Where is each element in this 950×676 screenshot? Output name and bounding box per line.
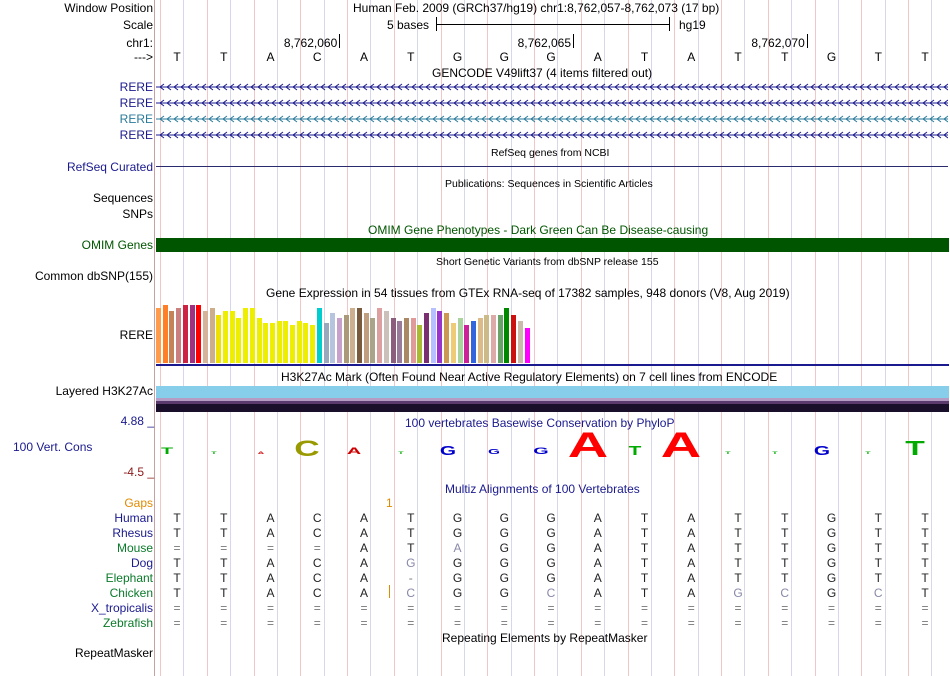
alignment-base: =: [640, 616, 648, 630]
multiz-gap-count: 1: [386, 496, 393, 510]
alignment-base: A: [453, 541, 462, 555]
gencode-transcript-line[interactable]: [156, 113, 948, 125]
multiz-track-title[interactable]: Multiz Alignments of 100 Vertebrates: [445, 482, 640, 496]
sequence-base: G: [499, 50, 509, 64]
h3k27ac-layer-base: [156, 404, 949, 412]
alignment-base: T: [173, 586, 181, 600]
gtex-tissue-bar[interactable]: [451, 323, 456, 363]
phylop-base-glyph: T: [398, 450, 404, 455]
alignment-base: =: [266, 616, 274, 630]
alignment-base: =: [827, 601, 835, 615]
gencode-gene-label[interactable]: RERE: [119, 128, 153, 142]
repeatmasker-track-label[interactable]: RepeatMasker: [74, 646, 153, 660]
dbsnp-track-title[interactable]: Short Genetic Variants from dbSNP release 155: [436, 256, 659, 268]
phylop-max-label: 4.88 _: [120, 414, 154, 428]
alignment-base: A: [687, 571, 696, 585]
gtex-tissue-bar[interactable]: [243, 308, 248, 363]
alignment-base: A: [687, 556, 696, 570]
gtex-tissue-bar[interactable]: [484, 315, 489, 363]
sequence-base: C: [312, 50, 322, 64]
scale-bases-text: 5 bases: [387, 18, 430, 32]
gtex-tissue-bar[interactable]: [216, 315, 221, 363]
gtex-tissue-bar[interactable]: [236, 318, 241, 363]
gtex-tissue-bar[interactable]: [504, 308, 509, 363]
alignment-base: A: [593, 586, 602, 600]
gtex-tissue-bar[interactable]: [163, 305, 168, 363]
alignment-base: =: [360, 601, 368, 615]
phylop-min-label: -4.5 _: [123, 465, 154, 479]
alignment-base: =: [734, 616, 742, 630]
gtex-tissue-bar[interactable]: [297, 321, 302, 363]
species-label[interactable]: Mouse: [116, 541, 153, 555]
alignment-base: T: [781, 541, 789, 555]
phylop-base-glyph: T: [628, 443, 641, 459]
gtex-tissue-bar[interactable]: [511, 315, 516, 363]
gencode-transcript-line[interactable]: [156, 97, 948, 109]
assembly-position-text[interactable]: Human Feb. 2009 (GRCh37/hg19) chr1:8,762,057-8,762,073 (17 bp): [353, 1, 720, 15]
alignment-base: =: [407, 616, 415, 630]
alignment-base: =: [173, 616, 181, 630]
alignment-base: =: [921, 616, 929, 630]
gtex-tissue-bar[interactable]: [190, 305, 195, 363]
gtex-tissue-bar[interactable]: [210, 308, 215, 363]
alignment-base: G: [826, 541, 837, 555]
gencode-gene-label[interactable]: RERE: [119, 112, 153, 126]
alignment-base: =: [547, 616, 555, 630]
alignment-base: T: [734, 571, 742, 585]
alignment-base: A: [266, 511, 275, 525]
species-label[interactable]: Zebrafish: [102, 616, 153, 630]
alignment-base: T: [640, 556, 649, 570]
strand-arrow-label: --->: [134, 50, 153, 64]
species-label[interactable]: Chicken: [109, 586, 153, 600]
alignment-base: C: [780, 586, 790, 600]
alignment-base: A: [359, 541, 368, 555]
gtex-tissue-bar[interactable]: [303, 323, 308, 363]
position-tick: [339, 34, 340, 48]
alignment-base: G: [499, 541, 509, 555]
label-divider: [154, 0, 155, 676]
alignment-base: T: [220, 556, 228, 570]
gencode-transcript-line[interactable]: [156, 129, 948, 141]
alignment-base: T: [874, 511, 882, 525]
alignment-base: =: [781, 616, 789, 630]
alignment-base: G: [546, 526, 556, 540]
alignment-base: A: [266, 586, 275, 600]
alignment-base: A: [359, 511, 368, 525]
gtex-tissue-bar[interactable]: [230, 311, 235, 363]
alignment-base: C: [312, 511, 322, 525]
gtex-tissue-bar[interactable]: [377, 308, 382, 363]
alignment-base: G: [499, 511, 509, 525]
alignment-base: C: [312, 571, 322, 585]
alignment-base: =: [687, 616, 695, 630]
gtex-tissue-bar[interactable]: [397, 321, 402, 363]
h3k27ac-track-label[interactable]: Layered H3K27Ac: [55, 384, 153, 398]
sequence-base: A: [687, 50, 696, 64]
alignment-base: C: [873, 586, 883, 600]
alignment-base: T: [921, 556, 929, 570]
sequence-base: G: [826, 50, 837, 64]
species-label[interactable]: Elephant: [105, 571, 153, 585]
h3k27ac-track-title[interactable]: H3K27Ac Mark (Often Found Near Active Regulatory Elements) on 7 cell lines from ENCODE: [281, 370, 778, 384]
alignment-base: A: [359, 571, 368, 585]
chicken-insertion-marker: [389, 585, 390, 598]
gtex-tissue-bar[interactable]: [270, 323, 275, 363]
gtex-tissue-bar[interactable]: [250, 308, 255, 363]
scale-db-text: hg19: [679, 18, 706, 32]
phylop-base-glyph: G: [488, 448, 501, 456]
alignment-base: G: [499, 586, 509, 600]
phylop-base-glyph: C: [294, 435, 320, 461]
phylop-track-title[interactable]: 100 vertebrates Basewise Conservation by PhyloP: [405, 416, 675, 430]
alignment-base: C: [546, 586, 556, 600]
sequence-base: T: [640, 50, 649, 64]
alignment-base: =: [360, 616, 368, 630]
gtex-tissue-bar[interactable]: [337, 318, 342, 363]
alignment-base: T: [734, 541, 742, 555]
position-tick: [807, 34, 808, 48]
alignment-base: =: [313, 601, 321, 615]
species-label[interactable]: Dog: [130, 556, 153, 570]
alignment-base: T: [640, 586, 649, 600]
alignment-base: A: [359, 556, 368, 570]
gtex-tissue-bar[interactable]: [458, 318, 463, 363]
alignment-base: T: [407, 526, 415, 540]
phylop-base-glyph: T: [772, 450, 778, 455]
gtex-tissue-bar[interactable]: [257, 318, 262, 363]
gtex-expression-bars[interactable]: [156, 302, 556, 363]
gtex-tissue-bar[interactable]: [223, 311, 228, 363]
alignment-base: G: [499, 556, 509, 570]
gtex-tissue-bar[interactable]: [364, 313, 369, 363]
phylop-base-glyph: T: [725, 450, 731, 455]
alignment-base: =: [266, 601, 274, 615]
omim-track-label[interactable]: OMIM Genes: [81, 238, 153, 252]
phylop-track-label[interactable]: 100 Vert. Cons: [13, 440, 93, 454]
alignment-base: =: [407, 601, 415, 615]
sequence-base: T: [220, 50, 228, 64]
gtex-tissue-bar[interactable]: [156, 308, 161, 363]
gtex-tissue-bar[interactable]: [317, 308, 322, 363]
alignment-base: =: [781, 601, 789, 615]
sequence-base: G: [452, 50, 463, 64]
alignment-base: G: [826, 571, 837, 585]
publications-snps-label[interactable]: SNPs: [122, 207, 153, 221]
species-label[interactable]: Human: [114, 511, 153, 525]
alignment-base: =: [500, 601, 508, 615]
gtex-tissue-bar[interactable]: [357, 308, 362, 363]
alignment-base: G: [546, 556, 556, 570]
gtex-tissue-bar[interactable]: [370, 318, 375, 363]
alignment-base: G: [452, 571, 463, 585]
alignment-base: =: [640, 601, 648, 615]
sequence-base: T: [173, 50, 181, 64]
alignment-base: =: [827, 616, 835, 630]
sequence-base: T: [781, 50, 789, 64]
gtex-tissue-bar[interactable]: [478, 318, 483, 363]
sequence-base: T: [874, 50, 882, 64]
gencode-gene-label[interactable]: RERE: [119, 96, 153, 110]
alignment-base: A: [687, 541, 696, 555]
alignment-base: A: [687, 586, 696, 600]
gtex-tissue-bar[interactable]: [183, 305, 188, 363]
sequence-base: G: [546, 50, 556, 64]
alignment-base: T: [921, 526, 929, 540]
gencode-gene-label[interactable]: RERE: [119, 80, 153, 94]
alignment-base: C: [312, 586, 322, 600]
phylop-base-glyph: T: [865, 450, 871, 455]
phylop-base-glyph: A: [257, 450, 264, 455]
alignment-base: T: [640, 526, 649, 540]
alignment-base: G: [826, 526, 837, 540]
gtex-tissue-bar[interactable]: [176, 308, 181, 363]
gtex-tissue-bar[interactable]: [384, 311, 389, 363]
alignment-base: =: [734, 601, 742, 615]
position-tick-label: 8,762,070: [751, 36, 805, 50]
alignment-base: C: [406, 586, 416, 600]
gtex-gene-label[interactable]: RERE: [119, 328, 153, 342]
alignment-base: T: [734, 556, 742, 570]
alignment-base: A: [266, 571, 275, 585]
alignment-base: T: [407, 511, 415, 525]
phylop-base-glyph: A: [661, 425, 702, 465]
scale-label: Scale: [122, 18, 153, 32]
phylop-base-glyph: T: [211, 450, 217, 455]
alignment-base: =: [874, 601, 882, 615]
alignment-base: A: [593, 511, 602, 525]
sequence-base: T: [921, 50, 929, 64]
position-tick-label: 8,762,065: [517, 36, 571, 50]
chromosome-label: chr1:: [126, 36, 153, 50]
alignment-base: =: [313, 541, 321, 555]
omim-gene-bar[interactable]: [156, 238, 949, 252]
alignment-base: =: [594, 616, 602, 630]
alignment-base: =: [687, 601, 695, 615]
alignment-base: T: [173, 556, 181, 570]
gtex-tissue-bar[interactable]: [471, 321, 476, 363]
alignment-base: A: [359, 526, 368, 540]
multiz-gaps-label: Gaps: [124, 496, 153, 510]
position-tick: [573, 34, 574, 48]
gtex-tissue-bar[interactable]: [350, 308, 355, 363]
alignment-base: T: [921, 586, 929, 600]
phylop-base-glyph: G: [439, 443, 456, 459]
alignment-base: T: [781, 556, 789, 570]
alignment-base: A: [687, 526, 696, 540]
alignment-base: T: [874, 571, 882, 585]
alignment-base: G: [546, 571, 556, 585]
scale-bar-right-tick: [669, 17, 670, 31]
sequence-base: T: [407, 50, 415, 64]
alignment-base: G: [452, 526, 463, 540]
alignment-base: T: [173, 526, 181, 540]
alignment-base: G: [452, 511, 463, 525]
alignment-base: T: [921, 541, 929, 555]
alignment-base: G: [826, 586, 837, 600]
gtex-tissue-bar[interactable]: [277, 321, 282, 363]
gtex-tissue-bar[interactable]: [290, 325, 295, 363]
gtex-track-title[interactable]: Gene Expression in 54 tissues from GTEx RNA-seq of 17382 samples, 948 donors (V8, Aug 2019): [266, 286, 790, 300]
gtex-tissue-bar[interactable]: [431, 308, 436, 363]
gtex-tissue-bar[interactable]: [424, 313, 429, 363]
gtex-tissue-bar[interactable]: [498, 315, 503, 363]
species-label[interactable]: X_tropicalis: [90, 601, 153, 615]
publications-track-title[interactable]: Publications: Sequences in Scientific Articles: [445, 178, 653, 190]
alignment-base: G: [826, 556, 837, 570]
alignment-base: T: [781, 511, 789, 525]
omim-track-title[interactable]: OMIM Gene Phenotypes - Dark Green Can Be Disease-causing: [368, 223, 709, 237]
alignment-base: =: [921, 601, 929, 615]
alignment-base: =: [547, 601, 555, 615]
alignment-base: G: [499, 571, 509, 585]
gtex-tissue-bar[interactable]: [283, 321, 288, 363]
gtex-tissue-bar[interactable]: [196, 305, 201, 363]
sequence-base: A: [359, 50, 368, 64]
alignment-base: =: [173, 541, 181, 555]
alignment-base: T: [874, 541, 882, 555]
phylop-base-glyph: G: [533, 446, 549, 457]
refseq-track-label[interactable]: RefSeq Curated: [66, 160, 153, 174]
gtex-tissue-bar[interactable]: [404, 318, 409, 363]
alignment-base: A: [593, 526, 602, 540]
phylop-logo[interactable]: [156, 420, 949, 470]
phylop-base-glyph: G: [813, 443, 830, 459]
position-tick-label: 8,762,060: [283, 36, 338, 50]
scale-bar: [436, 24, 670, 25]
alignment-base: T: [734, 511, 742, 525]
phylop-base-glyph: T: [160, 446, 174, 457]
alignment-base: A: [593, 571, 602, 585]
alignment-base: T: [921, 571, 929, 585]
alignment-base: =: [220, 541, 228, 555]
alignment-base: =: [453, 601, 461, 615]
alignment-base: C: [312, 556, 322, 570]
gtex-tissue-bar[interactable]: [203, 311, 208, 363]
alignment-base: A: [593, 541, 602, 555]
alignment-base: T: [781, 571, 789, 585]
refseq-gene-line[interactable]: [156, 166, 948, 167]
dbsnp-track-label[interactable]: Common dbSNP(155): [34, 269, 153, 283]
gtex-tissue-bar[interactable]: [411, 318, 416, 363]
sequence-base: A: [266, 50, 275, 64]
alignment-base: =: [500, 616, 508, 630]
alignment-base: T: [874, 556, 882, 570]
alignment-base: T: [640, 541, 649, 555]
alignment-base: A: [266, 526, 275, 540]
alignment-base: A: [687, 511, 696, 525]
alignment-base: T: [173, 571, 181, 585]
gtex-tissue-bar[interactable]: [417, 325, 422, 363]
sequence-base: A: [593, 50, 602, 64]
alignment-base: T: [220, 526, 228, 540]
gtex-tissue-bar[interactable]: [310, 325, 315, 363]
alignment-base: =: [220, 601, 228, 615]
alignment-base: A: [593, 556, 602, 570]
alignment-base: T: [640, 511, 649, 525]
alignment-base: G: [452, 586, 463, 600]
alignment-base: T: [173, 511, 181, 525]
alignment-base: T: [874, 526, 882, 540]
alignment-base: T: [220, 586, 228, 600]
alignment-base: =: [313, 616, 321, 630]
phylop-base-glyph: T: [905, 438, 925, 460]
gtex-tissue-bar[interactable]: [437, 311, 442, 363]
alignment-base: =: [453, 616, 461, 630]
alignment-base: A: [359, 586, 368, 600]
alignment-base: C: [312, 526, 322, 540]
gtex-gene-line: [156, 364, 949, 366]
gtex-tissue-bar[interactable]: [464, 325, 469, 363]
species-label[interactable]: Rhesus: [112, 526, 153, 540]
alignment-base: -: [408, 571, 413, 585]
alignment-base: T: [781, 526, 789, 540]
refseq-track-title[interactable]: RefSeq genes from NCBI: [491, 147, 610, 159]
phylop-base-glyph: A: [567, 425, 608, 465]
gtex-tissue-bar[interactable]: [263, 323, 268, 363]
gtex-tissue-bar[interactable]: [344, 315, 349, 363]
alignment-base: T: [407, 541, 415, 555]
gtex-tissue-bar[interactable]: [169, 311, 174, 363]
gtex-tissue-bar[interactable]: [518, 321, 523, 363]
h3k27ac-signal[interactable]: [156, 386, 949, 412]
alignment-base: T: [921, 511, 929, 525]
gtex-tissue-bar[interactable]: [444, 313, 449, 363]
alignment-base: T: [220, 571, 228, 585]
gencode-track-title[interactable]: GENCODE V49lift37 (4 items filtered out): [432, 66, 653, 80]
alignment-base: =: [266, 541, 274, 555]
alignment-base: T: [734, 526, 742, 540]
alignment-base: G: [546, 541, 556, 555]
gtex-tissue-bar[interactable]: [491, 315, 496, 363]
gencode-transcript-line[interactable]: [156, 81, 948, 93]
alignment-base: G: [826, 511, 837, 525]
gtex-tissue-bar[interactable]: [330, 313, 335, 363]
sequence-base: T: [734, 50, 742, 64]
alignment-base: A: [266, 556, 275, 570]
alignment-base: T: [640, 571, 649, 585]
alignment-base: G: [546, 511, 556, 525]
alignment-base: G: [499, 526, 509, 540]
alignment-base: =: [220, 616, 228, 630]
alignment-base: =: [874, 616, 882, 630]
publications-sequences-label[interactable]: Sequences: [92, 191, 153, 205]
alignment-base: G: [406, 556, 416, 570]
alignment-base: =: [173, 601, 181, 615]
alignment-base: G: [733, 586, 743, 600]
gtex-tissue-bar[interactable]: [324, 323, 329, 363]
gtex-tissue-bar[interactable]: [391, 318, 396, 363]
phylop-base-glyph: A: [346, 446, 362, 457]
gtex-tissue-bar[interactable]: [525, 328, 530, 363]
alignment-base: T: [220, 511, 228, 525]
alignment-base: =: [594, 601, 602, 615]
repeatmasker-track-title[interactable]: Repeating Elements by RepeatMasker: [442, 631, 648, 645]
alignment-base: G: [452, 556, 463, 570]
h3k27ac-layer-top: [156, 386, 949, 398]
window-position-label: Window Position: [64, 1, 153, 15]
